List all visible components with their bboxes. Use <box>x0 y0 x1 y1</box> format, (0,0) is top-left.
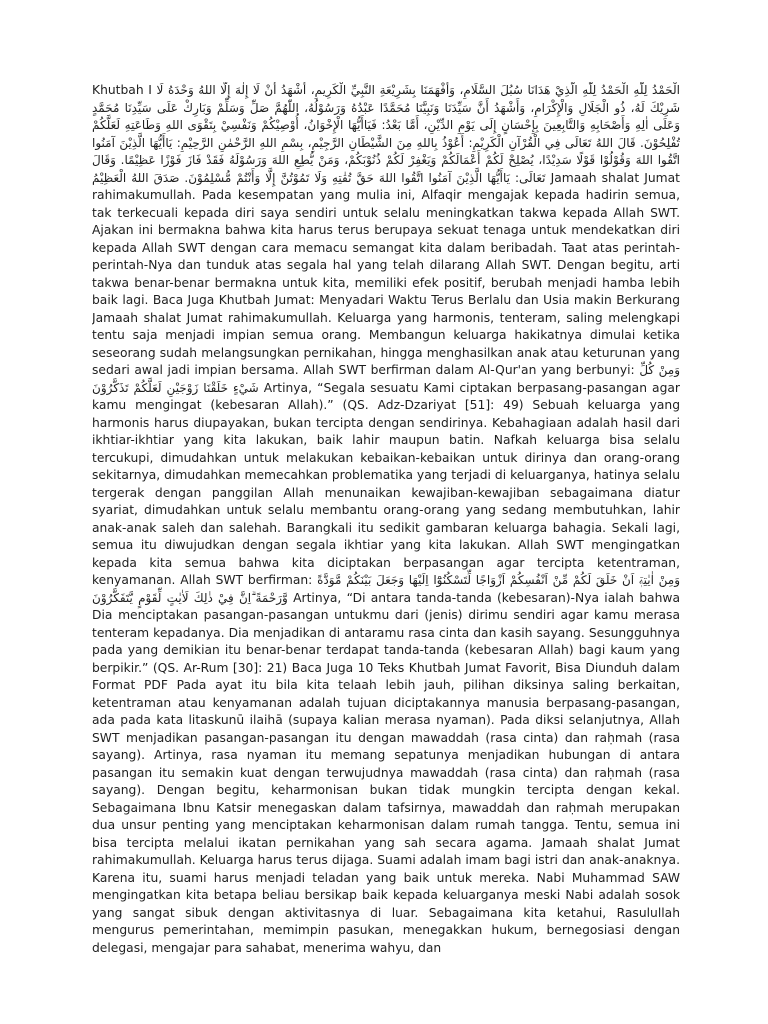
paragraph-3: Artinya, “Di antara tanda-tanda (kebesaran)-Nya ialah bahwa Dia menciptakan pasangan-pasangan untukmu dari (jenis) dirimu sendiri agar kamu merasa tenteram kepadanya. Dia menjadikan di antaramu rasa cinta dan kasih sayang. Sesungguhnya pada yang demikian itu benar-benar terdapat tanda-tanda (kebesaran Allah) bagi kaum yang berpikir.” (QS. Ar-Rum [30]: 21) Baca Juga 10 Teks Khutbah Jumat Favorit, Bisa Diunduh dalam Format PDF Pada ayat itu bila kita telaah lebih jauh, pilihan diksinya saling berkaitan, ketentraman atau kenyamanan adalah tujuan diciptakannya manusia berpasang-pasangan, ada pada kata litaskunū ilaihā (supaya kalian merasa nyaman). Pada diksi selanjutnya, Allah SWT menjadikan pasangan-pasangan itu dengan mawaddah (rasa cinta) dan raḥmah (rasa sayang). Artinya, rasa nyaman itu memang sepatunya menjadikan hubungan di antara pasangan itu semakin kuat dengan terwujudnya mawaddah (rasa cinta) dan raḥmah (rasa sayang). Dengan begitu, keharmonisan bukan tidak mungkin tercipta dengan kekal. Sebagaimana Ibnu Katsir menegaskan dalam tafsirnya, mawaddah dan raḥmah merupakan dua unsur penting yang menciptakan keharmonisan dalam rumah tangga. Tentu, semua ini bisa tercipta melalui ikatan pernikahan yang sah secara agama. Jamaah shalat Jumat rahimakumullah. Keluarga harus terus dijaga. Suami adalah imam bagi istri dan anak-anaknya. Karena itu, suami harus menjadi teladan yang baik untuk mereka. Nabi Muhammad SAW mengingatkan kita betapa beliau bersikap baik kepada keluarganya meski Nabi adalah sosok yang sangat sibuk dengan aktivitasnya di luar. Sebagaimana kita ketahui, Rasulullah mengurus pemerintahan, memimpin pasukan, menegakkan hukum, bernegosiasi dengan delegasi, mengajar para sahabat, menerima wahyu, dan <box>92 590 680 955</box>
khutbah-label: Khutbah I <box>92 83 152 97</box>
document-page <box>92 82 680 982</box>
paragraph-1: Jamaah shalat Jumat rahimakumullah. Pada kesempatan yang mulia ini, Alfaqir mengajak kepada hadirin semua, tak terkecuali kepada diri saya sendiri untuk selalu meningkatkan takwa kepada Allah SWT. Ajakan ini bermakna bahwa kita harus terus berupaya sekuat tenaga untuk mendekatkan diri kepada Allah SWT dengan cara memacu semangat kita dalam beribadah. Taat atas perintah-perintah-Nya dan tunduk atas segala hal yang telah dilarang Allah SWT. Dengan begitu, arti takwa benar-benar bermakna untuk kita, memiliki efek positif, berubah menjadi hamba lebih baik lagi. Baca Juga Khutbah Jumat: Menyadari Waktu Terus Berlalu dan Usia makin Berkurang Jamaah shalat Jumat rahimakumullah. Keluarga yang harmonis, tenteram, saling melengkapi tentu saja menjadi impian semua orang. Membangun keluarga hakikatnya dimulai ketika seseorang sudah melangsungkan pernikahan, hingga menghasilkan anak atau keturunan yang sedari awal jadi impian bersama. Allah SWT berfirman dalam Al-Qur'an yang berbunyi: <box>92 170 680 377</box>
arabic-verse-ar-rum: وَمِنْ اٰيٰتِهٖٓ اَنْ خَلَقَ لَكُمْ مِّنْ اَنْفُسِكُمْ اَزْوَاجًا لِّتَسْكُنُوْٓا اِلَيْهَا وَجَعَلَ بَيْنَكُمْ مَّوَدَّةً وَّرَحْمَةً ۗاِنَّ فِيْ ذٰلِكَ لَاٰيٰتٍ لِّقَوْمٍ يَّتَفَكَّرُوْنَ <box>92 573 680 605</box>
document-body <box>92 82 680 957</box>
paragraph-2: Artinya, “Segala sesuatu Kami ciptakan berpasang-pasangan agar kamu mengingat (kebesaran Allah).” (QS. Adz-Dzariyat [51]: 49) Sebuah keluarga yang harmonis harus diupayakan, bukan tercipta dengan sendirinya. Kebahagiaan adalah hasil dari ikhtiar-ikhtiar yang kita lakukan, baik lahir maupun batin. Nafkah keluarga bisa selalu tercukupi, dimudahkan untuk melakukan kebaikan-kebaikan untuk dirinya dan orang-orang sekitarnya, dimudahkan memecahkan problematika yang terjadi di keluarganya, hatinya selalu tergerak dengan panggilan Allah menunaikan kewajiban-kewajiban sebagaimana diatur syariat, dimudahkan untuk selalu membantu orang-orang yang sedang membutuhkan, lahir anak-anak saleh dan salehah. Barangkali itu sedikit gambaran keluarga bahagia. Sekali lagi, semua itu diwujudkan dengan segala ikhtiar yang kita lakukan. Allah SWT mengingatkan kepada kita semua bahwa kita diciptakan berpasangan agar tercipta ketentraman, kenyamanan. Allah SWT berfirman: <box>92 380 680 587</box>
arabic-verse-adz-dzariyat: وَمِنْ كُلِّ شَيْءٍ خَلَقْنَا زَوْجَيْنِ لَعَلَّكُمْ تَذَكَّرُوْنَ <box>92 363 680 395</box>
arabic-opening: الْحَمْدُ لِلّٰهِ الْحَمْدُ لِلّٰهِ الَّذِيْ هَدَانَا سُبُلَ السَّلَامِ، وَأَفْهَمَنَا بِشَرِيْعَةِ النَّبِيِّ الْكَرِيمِ، أَشْهَدُ أَنْ لَا إِلٰهَ إِلَّا اللهُ وَحْدَهُ لَا شَرِيْكَ لَهُ، ذُو الْجَلَالِ وَالْإِكْرَامِ، وَأَشْهَدُ أَنَّ سَيِّدَنَا وَنَبِيَّنَا مُحَمَّدًا عَبْدُهُ وَرَسُوْلُهُ، اللّٰهُمَّ صَلِّ وَسَلِّمْ وَبَارِكْ عَلَى سَيِّدِنَا مُحَمَّدٍ وَعَلَى اٰلِهِ وَأَصْحَابِهِ وَالتَّابِعِينَ بِإِحْسَانٍ إِلَى يَوْمِ الدِّيْنِ، أَمَّا بَعْدُ: فَيَاأَيُّهَا الْإِخْوَانُ، أُوْصِيْكُمْ وَنَفْسِيْ بِتَقْوَى اللهِ وَطَاعَتِهِ لَعَلَّكُمْ تُفْلِحُوْنَ. قَالَ اللهُ تَعَالَى فِي الْقُرْآنِ الْكَرِيْمِ: أَعُوْذُ بِاللهِ مِنَ الشَّيْطَانِ الرَّجِيْمِ، بِسْمِ اللهِ الرَّحْمٰنِ الرَّحِيْمِ: يَاأَيُّهَا الَّذِيْنَ آمَنُوا اتَّقُوا اللهَ وَقُوْلُوْا قَوْلًا سَدِيْدًا، يُصْلِحْ لَكُمْ أَعْمَالَكُمْ وَيَغْفِرْ لَكُمْ ذُنُوْبَكُمْ، وَمَنْ يُّطِعِ اللهَ وَرَسُوْلَهُ فَقَدْ فَازَ فَوْزًا عَظِيْمًا. وَقَالَ تَعَالَى: يَاأَيُّهَا الَّذِيْنَ آمَنُوا اتَّقُوا اللهَ حَقَّ تُقٰتِهِ وَلَا تَمُوْتُنَّ إِلَّا وَأَنْتُمْ مُّسْلِمُوْنَ. صَدَقَ اللهُ الْعَظِيْمُ <box>92 83 680 185</box>
